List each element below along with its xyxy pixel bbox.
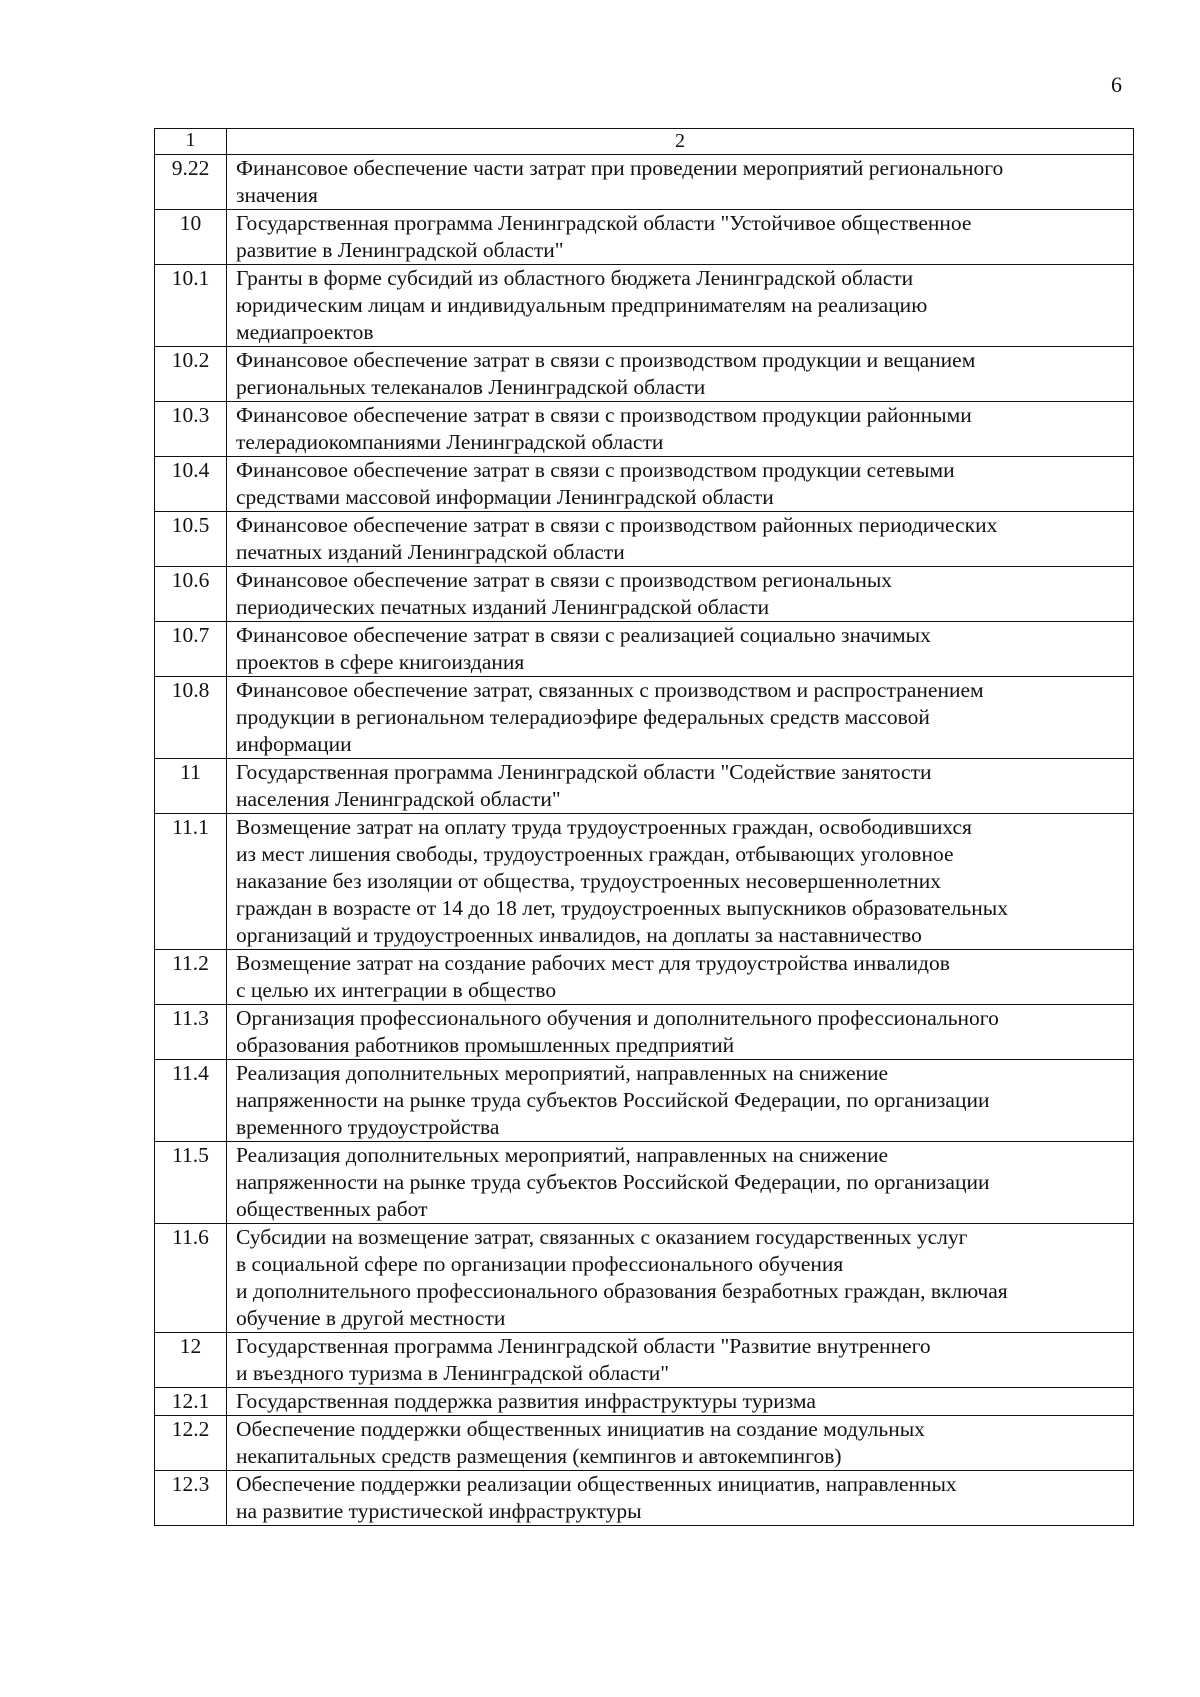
row-number: 10.7 [155, 622, 227, 677]
row-number: 10.5 [155, 512, 227, 567]
description-line: Организация профессионального обучения и дополнительного профессионального [236, 1006, 999, 1030]
row-description [227, 759, 1134, 814]
header-col-2: 2 [227, 129, 1134, 155]
table-row [155, 759, 1134, 814]
description-line: напряженности на рынке труда субъектов Российской Федерации, по организации [236, 1170, 990, 1194]
row-number: 10.1 [155, 265, 227, 347]
description-line: Финансовое обеспечение затрат в связи с производством продукции сетевыми [236, 458, 955, 482]
row-description [227, 402, 1134, 457]
description-line: Субсидии на возмещение затрат, связанных с оказанием государственных услуг [236, 1225, 968, 1249]
row-number: 11 [155, 759, 227, 814]
row-description [227, 950, 1134, 1005]
description-line: напряженности на рынке труда субъектов Российской Федерации, по организации [236, 1088, 990, 1112]
row-description [227, 1416, 1134, 1471]
row-description [227, 1142, 1134, 1224]
table-row [155, 677, 1134, 759]
row-description [227, 1333, 1134, 1388]
description-line: информации [236, 732, 352, 756]
description-line: организаций и трудоустроенных инвалидов, на доплаты за наставничество [236, 923, 922, 947]
description-line: и дополнительного профессионального образования безработных граждан, включая [236, 1279, 1008, 1303]
row-number: 11.2 [155, 950, 227, 1005]
description-line: Финансовое обеспечение затрат в связи с производством районных периодических [236, 513, 998, 537]
description-line: некапитальных средств размещения (кемпингов и автокемпингов) [236, 1444, 842, 1468]
description-line: временного трудоустройства [236, 1115, 500, 1139]
description-line: населения Ленинградской области" [236, 787, 561, 811]
description-line: Государственная программа Ленинградской области "Устойчивое общественное [236, 211, 972, 235]
page-number: 6 [1111, 72, 1122, 97]
description-line: региональных телеканалов Ленинградской области [236, 375, 706, 399]
table-row [155, 457, 1134, 512]
table-row [155, 1333, 1134, 1388]
table-row [155, 814, 1134, 950]
programs-table [154, 128, 1134, 1526]
table-row [155, 402, 1134, 457]
row-description [227, 814, 1134, 950]
description-line: Реализация дополнительных мероприятий, направленных на снижение [236, 1061, 889, 1085]
description-line: наказание без изоляции от общества, трудоустроенных несовершеннолетних [236, 869, 941, 893]
row-description [227, 622, 1134, 677]
table-row [155, 1388, 1134, 1416]
description-line: общественных работ [236, 1197, 428, 1221]
table-row [155, 155, 1134, 210]
row-number: 11.1 [155, 814, 227, 950]
table-header-row [155, 129, 1134, 155]
table-row [155, 1224, 1134, 1333]
header-col-1: 1 [155, 129, 227, 155]
description-line: граждан в возрасте от 14 до 18 лет, трудоустроенных выпускников образовательных [236, 896, 1008, 920]
row-number: 10.8 [155, 677, 227, 759]
description-line: образования работников промышленных предприятий [236, 1033, 735, 1057]
description-line: Финансовое обеспечение затрат в связи с реализацией социально значимых [236, 623, 931, 647]
row-number: 10 [155, 210, 227, 265]
description-line: медиапроектов [236, 320, 374, 344]
description-line: Возмещение затрат на оплату труда трудоустроенных граждан, освободившихся [236, 815, 972, 839]
row-description [227, 457, 1134, 512]
description-line: Государственная поддержка развития инфраструктуры туризма [236, 1389, 816, 1413]
row-number: 12.3 [155, 1471, 227, 1526]
row-number: 10.6 [155, 567, 227, 622]
row-number: 12 [155, 1333, 227, 1388]
row-description [227, 347, 1134, 402]
table-row [155, 210, 1134, 265]
description-line: телерадиокомпаниями Ленинградской области [236, 430, 664, 454]
row-description [227, 1005, 1134, 1060]
description-line: Финансовое обеспечение затрат в связи с производством продукции и вещанием [236, 348, 976, 372]
description-line: Возмещение затрат на создание рабочих мест для трудоустройства инвалидов [236, 951, 950, 975]
row-number: 10.4 [155, 457, 227, 512]
description-line: юридическим лицам и индивидуальным предпринимателям на реализацию [236, 293, 928, 317]
row-description [227, 1060, 1134, 1142]
description-line: обучение в другой местности [236, 1306, 506, 1330]
description-line: периодических печатных изданий Ленинградской области [236, 595, 770, 619]
row-number: 9.22 [155, 155, 227, 210]
row-number: 10.2 [155, 347, 227, 402]
row-number: 11.5 [155, 1142, 227, 1224]
description-line: из мест лишения свободы, трудоустроенных граждан, отбывающих уголовное [236, 842, 954, 866]
row-description [227, 1388, 1134, 1416]
description-line: средствами массовой информации Ленинградской области [236, 485, 774, 509]
description-line: Обеспечение поддержки реализации общественных инициатив, направленных [236, 1472, 957, 1496]
description-line: Финансовое обеспечение затрат, связанных с производством и распространением [236, 678, 984, 702]
table-row [155, 1005, 1134, 1060]
description-line: развитие в Ленинградской области" [236, 238, 564, 262]
description-line: Обеспечение поддержки общественных инициатив на создание модульных [236, 1417, 925, 1441]
table-row [155, 512, 1134, 567]
description-line: продукции в региональном телерадиоэфире федеральных средств массовой [236, 705, 930, 729]
row-description [227, 210, 1134, 265]
row-number: 11.6 [155, 1224, 227, 1333]
description-line: Гранты в форме субсидий из областного бюджета Ленинградской области [236, 266, 914, 290]
table-row [155, 950, 1134, 1005]
row-description [227, 1224, 1134, 1333]
description-line: и въездного туризма в Ленинградской области" [236, 1361, 670, 1385]
description-line: Государственная программа Ленинградской области "Развитие внутреннего [236, 1334, 931, 1358]
table-row [155, 622, 1134, 677]
row-number: 11.3 [155, 1005, 227, 1060]
row-number: 11.4 [155, 1060, 227, 1142]
row-description [227, 512, 1134, 567]
description-line: проектов в сфере книгоиздания [236, 650, 525, 674]
description-line: Государственная программа Ленинградской области "Содействие занятости [236, 760, 932, 784]
description-line: Реализация дополнительных мероприятий, направленных на снижение [236, 1143, 889, 1167]
table-row [155, 1471, 1134, 1526]
row-number: 12.2 [155, 1416, 227, 1471]
table-row [155, 1142, 1134, 1224]
row-description [227, 155, 1134, 210]
description-line: в социальной сфере по организации профессионального обучения [236, 1252, 844, 1276]
table-row [155, 347, 1134, 402]
row-description [227, 677, 1134, 759]
table-row [155, 1060, 1134, 1142]
row-description [227, 567, 1134, 622]
description-line: на развитие туристической инфраструктуры [236, 1499, 642, 1523]
row-number: 10.3 [155, 402, 227, 457]
description-line: Финансовое обеспечение затрат в связи с производством продукции районными [236, 403, 972, 427]
description-line: с целью их интеграции в общество [236, 978, 557, 1002]
row-description [227, 1471, 1134, 1526]
row-description [227, 265, 1134, 347]
table-row [155, 1416, 1134, 1471]
description-line: Финансовое обеспечение затрат в связи с производством региональных [236, 568, 893, 592]
description-line: печатных изданий Ленинградской области [236, 540, 625, 564]
table-row [155, 265, 1134, 347]
description-line: Финансовое обеспечение части затрат при проведении мероприятий регионального [236, 156, 1004, 180]
table-row [155, 567, 1134, 622]
row-number: 12.1 [155, 1388, 227, 1416]
description-line: значения [236, 183, 318, 207]
